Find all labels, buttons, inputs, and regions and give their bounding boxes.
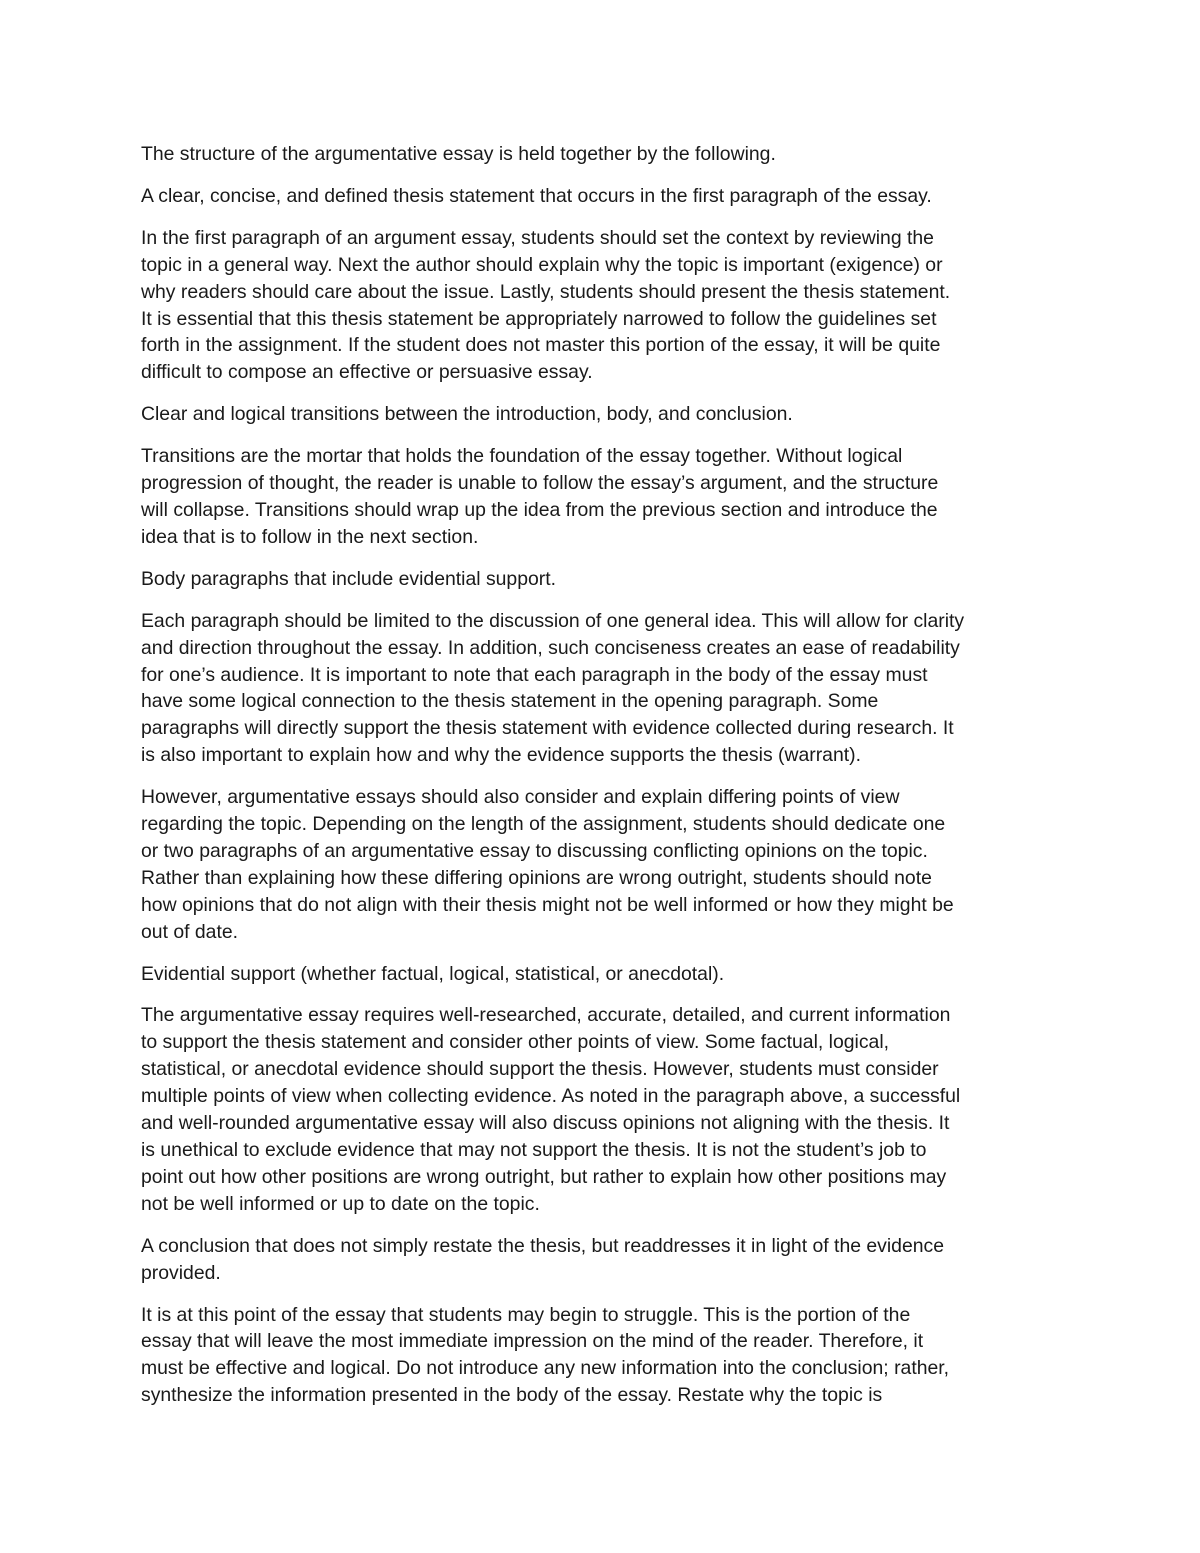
paragraph-transitions-body: Transitions are the mortar that holds the foundation of the essay together. Without logical progression of thought, the reader is unable to follow the essay’s argument, and the structure will collapse. Transitions should wrap up the idea from the previous section and introduce the idea that is to follow in the next section. — [141, 445, 939, 548]
paragraph-body-heading: Body paragraphs that include evidential support. — [141, 567, 557, 590]
paragraph-differing-views: However, argumentative essays should also consider and explain differing points of view regarding the topic. Depending on the length of the assignment, students should dedicate one or two paragraphs of an argumentative essay to discussing conflicting opinions on the topic. Rather than explaining how these differing opinions are wrong outright, students should note how opinions that do not align with their thesis might not be well informed or how they might be out of date. — [141, 786, 954, 943]
document-body — [141, 141, 1061, 1424]
paragraph-body-text: Each paragraph should be limited to the discussion of one general idea. This will allow for clarity and direction throughout the essay. In addition, such conciseness creates an ease of readability for one’s audience. It is important to note that each paragraph in the body of the essay must have some logical connection to the thesis statement in the opening paragraph. Some paragraphs will directly support the thesis statement with evidence collected during research. It is also important to explain how and why the evidence supports the thesis (warrant). — [141, 609, 965, 767]
paragraph-structure-intro: The structure of the argumentative essay is held together by the following. — [141, 143, 776, 165]
paragraph-conclusion-heading: A conclusion that does not simply restate the thesis, but readdresses it in light of the evidence provided. — [141, 1234, 945, 1284]
paragraph-thesis-body: In the first paragraph of an argument essay, students should set the context by reviewing the topic in a general way. Next the author should explain why the topic is important (exigence) or why readers should care about the issue. Lastly, students should present the thesis statement. It is essential that this thesis statement be appropriately narrowed to follow the guidelines set forth in the assignment. If the student does not master this portion of the essay, it will be quite difficult to compose an effective or persuasive essay. — [141, 226, 951, 384]
paragraph-evidence-body: The argumentative essay requires well-researched, accurate, detailed, and current information to support the thesis statement and consider other points of view. Some factual, logical, statistical, or anecdotal evidence should support the thesis. However, students must consider multiple points of view when collecting evidence. As noted in the paragraph above, a successful and well-rounded argumentative essay will also discuss opinions not aligning with the thesis. It is unethical to exclude evidence that may not support the thesis. It is not the student’s job to point out how other positions are wrong outright, but rather to explain how other positions may not be well informed or up to date on the topic. — [141, 1004, 961, 1215]
paragraph-conclusion-body: It is at this point of the essay that students may begin to struggle. This is the portion of the essay that will leave the most immediate impression on the mind of the reader. Therefore, it must be effective and logical. Do not introduce any new information into the conclusion; rather, synthesize the information presented in the body of the essay. Restate why the topic is — [141, 1303, 950, 1407]
paragraph-evidence-heading: Evidential support (whether factual, logical, statistical, or anecdotal). — [141, 962, 725, 985]
paragraph-thesis-heading: A clear, concise, and defined thesis statement that occurs in the first paragraph of the essay. — [141, 184, 932, 207]
paragraph-transitions-heading: Clear and logical transitions between the introduction, body, and conclusion. — [141, 403, 793, 426]
